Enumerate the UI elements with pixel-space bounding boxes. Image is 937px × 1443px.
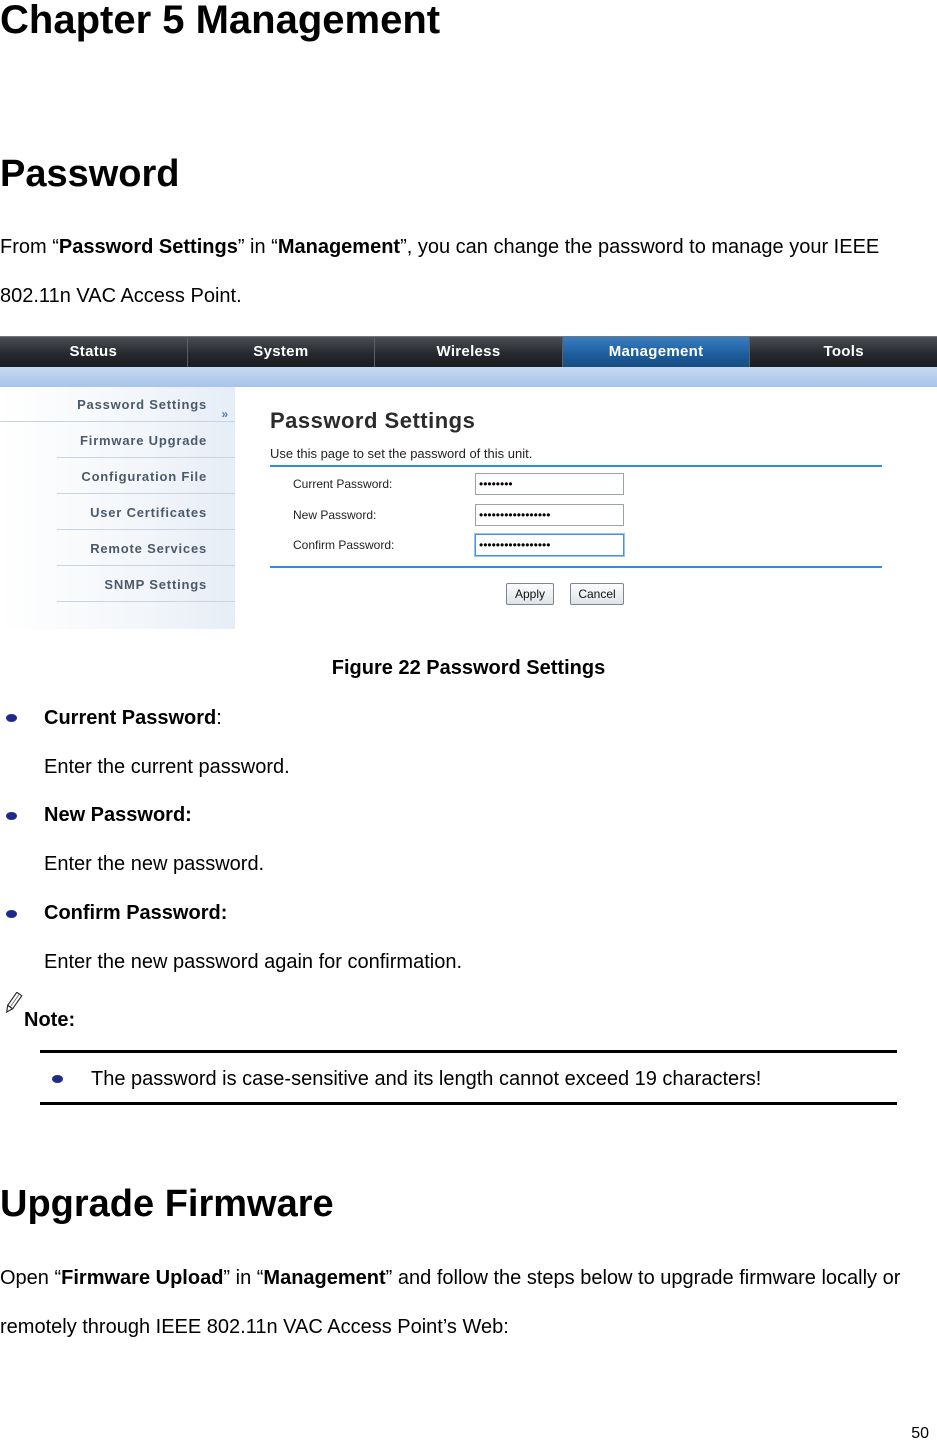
pencil-icon <box>2 992 24 1014</box>
tab-status[interactable]: Status <box>0 337 188 368</box>
confirm-password-label: Confirm Password: <box>293 538 395 552</box>
tab-management[interactable]: Management <box>563 337 751 368</box>
tab-tools[interactable]: Tools <box>823 343 864 360</box>
divider-top <box>270 465 882 467</box>
note-text: The password is case-sensitive and its length cannot exceed 19 characters! <box>91 1068 762 1090</box>
sidebar <box>0 387 235 629</box>
note-label: Note: <box>24 1009 76 1031</box>
current-password-input[interactable]: •••••••• <box>475 473 624 495</box>
panel-description: Use this page to set the password of this unit. <box>270 446 533 461</box>
definition-desc: Enter the current password. <box>44 756 290 778</box>
sidebar-item-snmp-settings[interactable]: SNMP Settings <box>57 567 235 602</box>
section-title-firmware: Upgrade Firmware <box>0 1183 334 1225</box>
note-rule-bottom <box>40 1102 897 1105</box>
current-password-label: Current Password: <box>293 477 393 491</box>
definition-term: Confirm Password: <box>44 902 228 924</box>
panel-title: Password Settings <box>270 408 476 433</box>
tab-system[interactable]: System <box>188 337 376 368</box>
password-intro-line1: From “Password Settings” in “Management”, you can change the password to manage your IEEE <box>0 236 880 258</box>
divider-bottom <box>270 566 882 568</box>
firmware-intro-line1: Open “Firmware Upload” in “Management” and follow the steps below to upgrade firmware locally or <box>0 1267 901 1289</box>
section-title-password: Password <box>0 153 180 195</box>
tab-wireless[interactable]: Wireless <box>375 337 563 368</box>
definition-term: Current Password: <box>44 707 222 729</box>
bullet-icon <box>6 910 17 918</box>
page-number: 50 <box>911 1425 929 1442</box>
password-intro-line2: 802.11n VAC Access Point. <box>0 285 242 307</box>
double-chevron-right-icon: » <box>221 407 229 421</box>
bullet-icon <box>6 714 17 722</box>
top-nav <box>0 336 937 368</box>
sidebar-item-configuration-file[interactable]: Configuration File <box>57 459 235 494</box>
sidebar-item-remote-services[interactable]: Remote Services <box>57 531 235 566</box>
firmware-intro-line2: remotely through IEEE 802.11n VAC Access Point’s Web: <box>0 1316 509 1338</box>
new-password-label: New Password: <box>293 508 377 522</box>
definition-desc: Enter the new password again for confirmation. <box>44 951 462 973</box>
sidebar-item-firmware-upgrade[interactable]: Firmware Upgrade <box>57 423 235 458</box>
note-rule-top <box>40 1050 897 1053</box>
password-settings-screenshot <box>0 336 937 629</box>
apply-button[interactable]: Apply <box>506 583 554 605</box>
new-password-input[interactable]: ••••••••••••••••• <box>475 504 624 526</box>
definition-term: New Password: <box>44 804 192 826</box>
sub-nav-bar <box>0 367 937 387</box>
confirm-password-input[interactable]: ••••••••••••••••• <box>475 534 624 556</box>
chapter-title: Chapter 5 Management <box>0 0 441 42</box>
figure-caption: Figure 22 Password Settings <box>331 657 606 679</box>
sidebar-item-user-certificates[interactable]: User Certificates <box>57 495 235 530</box>
sidebar-item-password-settings[interactable] <box>0 387 235 422</box>
bullet-icon <box>6 812 17 820</box>
cancel-button[interactable]: Cancel <box>570 583 624 605</box>
definition-desc: Enter the new password. <box>44 853 265 875</box>
bullet-icon <box>52 1075 63 1083</box>
sidebar-item-label: Password Settings <box>77 397 207 412</box>
